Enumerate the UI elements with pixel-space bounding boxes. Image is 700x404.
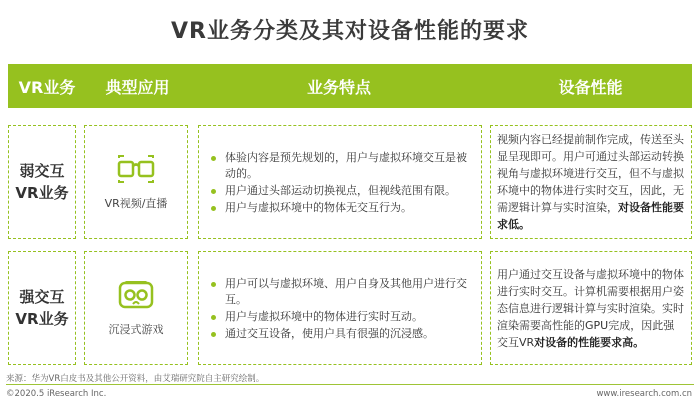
header-device-performance: 设备性能: [558, 77, 623, 97]
footer-divider: [6, 384, 694, 385]
business-type-line1: 强交互: [19, 288, 65, 306]
copyright: ©2020.5 iResearch Inc.: [6, 389, 107, 399]
performance-text: [497, 131, 685, 233]
table-row: [8, 251, 692, 365]
performance-cell: [490, 251, 692, 365]
performance-text: [497, 266, 685, 351]
business-type-cell: [8, 251, 76, 365]
header-business-features: 业务特点: [306, 77, 371, 97]
feature-item: 用户与虚拟环境中的物体进行实时互动。: [211, 309, 475, 325]
performance-body: 视频内容已经提前制作完成，传送至头显呈现即可。用户可通过头部运动转换视角与虚拟环境进行交互，但不与虚拟环境中的物体进行实时交互，因此，无需逻辑计算与实时渲染，: [497, 133, 684, 214]
website-link[interactable]: www.iresearch.com.cn: [596, 389, 692, 399]
vr-headset-icon: [116, 279, 156, 311]
feature-item: 用户可以与虚拟环境、用户自身及其他用户进行交互。: [211, 276, 475, 308]
page-title: VR业务分类及其对设备性能的要求: [171, 19, 529, 44]
feature-item: 用户与虚拟环境中的物体无交互行为。: [211, 200, 475, 216]
feature-item: 体验内容是预先规划的，用户与虚拟环境交互是被动的。: [211, 150, 475, 182]
table-header: [8, 64, 692, 108]
application-label: VR视频/直播: [104, 197, 168, 210]
business-type-line2: VR业务: [15, 184, 69, 202]
source-note: 来源：华为VR白皮书及其他公开资料，由艾瑞研究院自主研究绘制。: [6, 374, 265, 384]
business-type-line1: 弱交互: [19, 162, 65, 180]
application-cell: [84, 251, 188, 365]
header-vr-business: VR业务: [18, 77, 76, 97]
table-row: [8, 125, 692, 239]
performance-emphasis: 对设备的性能要求高。: [534, 335, 645, 349]
business-type-line2: VR业务: [15, 310, 69, 328]
vr-glasses-icon: [116, 153, 156, 185]
application-cell: [84, 125, 188, 239]
performance-body: 用户通过交互设备与虚拟环境中的物体进行实时交互。计算机需要根据用户姿态信息进行逻辑计算与实时渲染。实时渲染需要高性能的GPU完成，因此强交互VR: [497, 267, 684, 349]
header-typical-application: 典型应用: [105, 77, 170, 97]
feature-item: 用户通过头部运动切换视点，但视线范围有限。: [211, 183, 475, 199]
application-label: 沉浸式游戏: [108, 323, 164, 336]
performance-cell: [490, 125, 692, 239]
feature-item: 通过交互设备，使用户具有很强的沉浸感。: [211, 326, 475, 342]
performance-emphasis: 对设备性能要求低。: [497, 201, 684, 231]
business-type-cell: [8, 125, 76, 239]
features-cell: [198, 125, 482, 239]
features-cell: [198, 251, 482, 365]
